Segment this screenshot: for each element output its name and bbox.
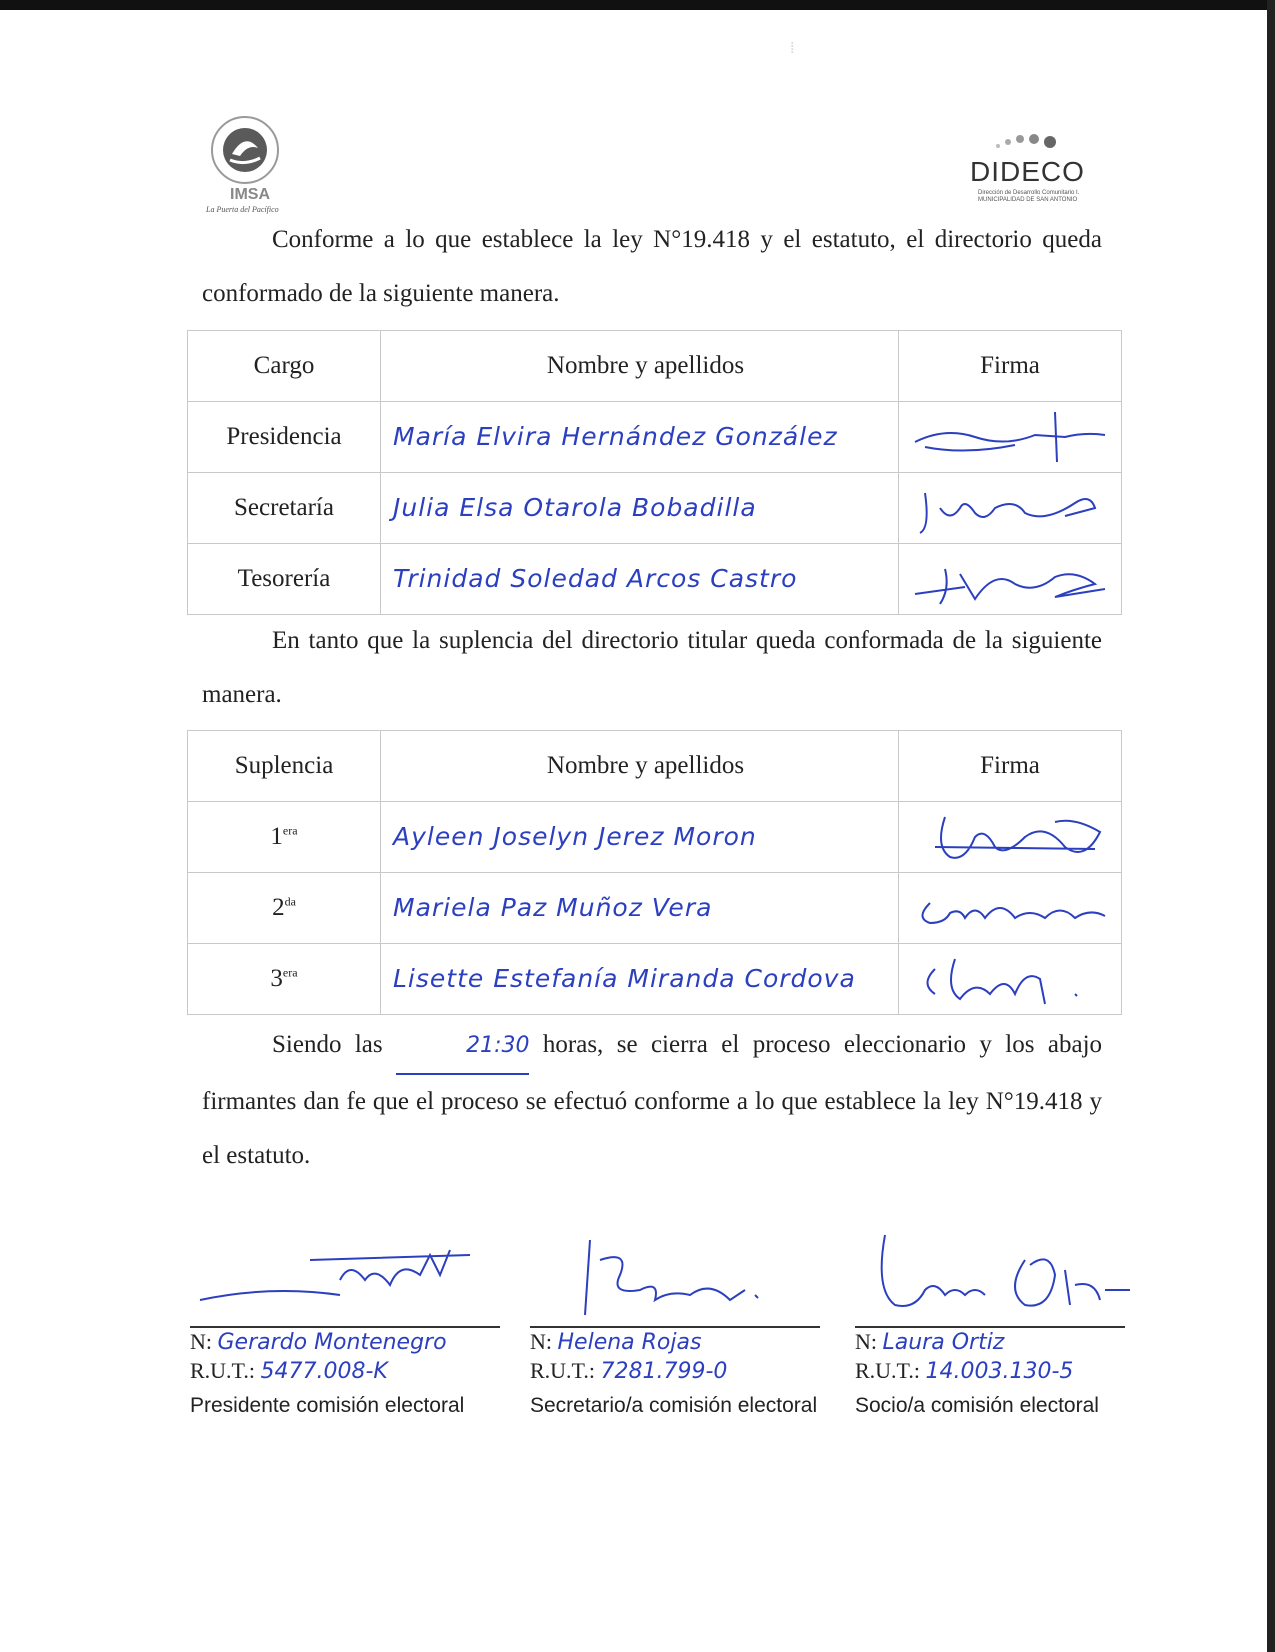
closing-minute: 30 xyxy=(501,1033,530,1058)
signatory-name-line xyxy=(530,1328,820,1357)
nombre-cell xyxy=(381,544,899,615)
ordinal-cell xyxy=(188,873,381,944)
nombre-cell xyxy=(381,402,899,473)
name-label: N: xyxy=(190,1329,212,1354)
header-suplencia: Suplencia xyxy=(188,731,381,802)
document-header xyxy=(0,0,1275,220)
signature-icon xyxy=(905,949,1115,1009)
imsa-logo-name: IMSA xyxy=(230,186,270,203)
signature-icon xyxy=(905,549,1115,609)
imsa-logo-tagline: La Puerta del Pacífico xyxy=(206,205,279,214)
closing-before-time: Siendo las xyxy=(272,1031,383,1058)
header-nombre: Nombre y apellidos xyxy=(381,731,899,802)
signatory-name-line xyxy=(855,1328,1125,1357)
imsa-logo xyxy=(200,110,310,220)
imsa-emblem-icon xyxy=(200,110,310,190)
dideco-logo-subtitle: Dirección de Desarrollo Comunitario I. MUNICIPALIDAD DE SAN ANTONIO xyxy=(978,190,1080,203)
handwritten-name: Lisette Estefanía Miranda Cordova xyxy=(393,964,856,993)
signatory-name: Laura Ortiz xyxy=(882,1330,1005,1355)
signatory-rut-line xyxy=(855,1357,1125,1386)
closing-time: 21:30 xyxy=(396,1019,529,1075)
name-label: N: xyxy=(855,1329,877,1354)
cargo-cell: Presidencia xyxy=(188,402,381,473)
nombre-cell xyxy=(381,944,899,1015)
signatory-role: Secretario/a comisión electoral xyxy=(530,1394,818,1417)
header-firma: Firma xyxy=(899,731,1122,802)
handwritten-name: Mariela Paz Muñoz Vera xyxy=(393,893,713,922)
rut-label: R.U.T.: xyxy=(530,1358,595,1383)
handwritten-name: Julia Elsa Otarola Bobadilla xyxy=(393,493,757,522)
table-row xyxy=(188,944,1122,1015)
ordinal-suffix: era xyxy=(282,965,298,980)
table-header-row xyxy=(188,331,1122,402)
name-label: N: xyxy=(530,1329,552,1354)
bleed-through-mark: ⁞ xyxy=(790,40,795,57)
signature-icon xyxy=(855,1230,1155,1320)
nombre-cell xyxy=(381,873,899,944)
signatory-rut: 7281.799-0 xyxy=(600,1359,728,1384)
ordinal-number: 2 xyxy=(272,894,285,921)
closing-paragraph xyxy=(202,1018,1102,1183)
signatory-rut: 14.003.130-5 xyxy=(925,1359,1074,1384)
handwritten-name: María Elvira Hernández González xyxy=(393,422,838,451)
header-nombre: Nombre y apellidos xyxy=(381,331,899,402)
signatory-name: Gerardo Montenegro xyxy=(217,1330,447,1355)
signature-icon xyxy=(905,407,1115,467)
table-row xyxy=(188,802,1122,873)
rut-label: R.U.T.: xyxy=(855,1358,920,1383)
handwritten-name: Ayleen Joselyn Jerez Moron xyxy=(393,822,757,851)
ordinal-cell xyxy=(188,802,381,873)
signatory-president xyxy=(190,1230,500,1420)
ordinal-suffix: da xyxy=(284,894,296,909)
nombre-cell xyxy=(381,802,899,873)
signature-icon xyxy=(190,1230,490,1320)
dideco-logo-name: DIDECO xyxy=(970,156,1085,187)
ordinal-suffix: era xyxy=(282,823,298,838)
closing-hour: 21 xyxy=(466,1033,495,1058)
ordinal-number: 3 xyxy=(270,965,283,992)
table-header-row xyxy=(188,731,1122,802)
table-row xyxy=(188,544,1122,615)
firma-cell xyxy=(899,944,1122,1015)
signature-icon xyxy=(905,807,1115,867)
cargo-cell: Tesorería xyxy=(188,544,381,615)
signature-icon xyxy=(530,1230,830,1320)
suplencia-paragraph: En tanto que la suplencia del directorio titular queda conformada de la siguiente manera. xyxy=(202,627,1102,708)
scan-edge-right xyxy=(1267,0,1275,1652)
firma-cell xyxy=(899,473,1122,544)
header-firma: Firma xyxy=(899,331,1122,402)
signatory-name: Helena Rojas xyxy=(557,1330,702,1355)
table-row xyxy=(188,873,1122,944)
signature-icon xyxy=(905,478,1115,538)
closing-after-time: horas, se cierra el proceso eleccionario y los abajo firmantes dan fe que el proceso se efectuó conforme a lo que establece la ley N°19.418 y el estatuto. xyxy=(202,1031,1103,1169)
signatory-rut: 5477.008-K xyxy=(260,1359,388,1384)
dideco-logo xyxy=(970,130,1110,203)
rut-label: R.U.T.: xyxy=(190,1358,255,1383)
intro-paragraph: Conforme a lo que establece la ley N°19.418 y el estatuto, el directorio queda conformado de la siguiente manera. xyxy=(202,226,1102,307)
ordinal-cell xyxy=(188,944,381,1015)
firma-cell xyxy=(899,544,1122,615)
dots-icon xyxy=(990,130,1070,154)
cargo-cell: Secretaría xyxy=(188,473,381,544)
signatory-role: Socio/a comisión electoral xyxy=(855,1394,1099,1417)
firma-cell xyxy=(899,873,1122,944)
firma-cell xyxy=(899,802,1122,873)
table-row xyxy=(188,402,1122,473)
signatory-rut-line xyxy=(530,1357,820,1386)
suplencia-table xyxy=(187,730,1122,1015)
signatory-name-line xyxy=(190,1328,500,1357)
directorio-table xyxy=(187,330,1122,615)
signatory-role: Presidente comisión electoral xyxy=(190,1394,465,1417)
signature-icon xyxy=(905,878,1115,938)
header-cargo: Cargo xyxy=(188,331,381,402)
signatory-secretary xyxy=(530,1230,820,1420)
handwritten-name: Trinidad Soledad Arcos Castro xyxy=(393,564,798,593)
ordinal-number: 1 xyxy=(270,823,283,850)
firma-cell xyxy=(899,402,1122,473)
signatory-member xyxy=(855,1230,1125,1420)
table-row xyxy=(188,473,1122,544)
nombre-cell xyxy=(381,473,899,544)
signatory-rut-line xyxy=(190,1357,500,1386)
